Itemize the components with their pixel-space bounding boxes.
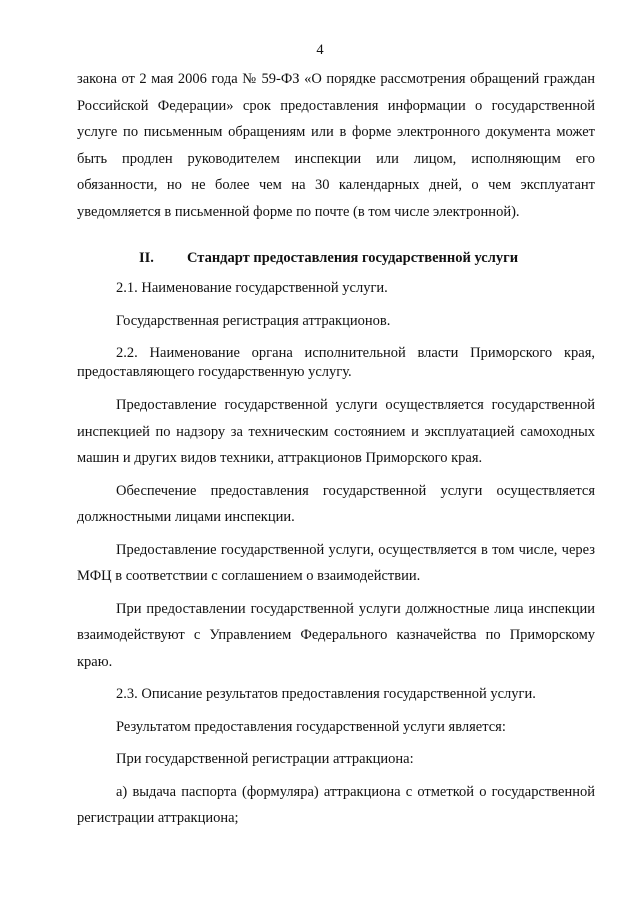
section-heading (77, 247, 595, 269)
paragraph-officials: Обеспечение предоставления государственной услуги осуществляется должностными лицами инспекции. (77, 482, 595, 525)
paragraph-2-1: 2.1. Наименование государственной услуги. (116, 280, 388, 296)
page-number: 4 (316, 42, 324, 58)
document-body (77, 66, 595, 832)
paragraph-2-2: 2.2. Наименование органа исполнительной власти Приморского края, предоставляющего государственную услугу. (77, 345, 595, 380)
paragraph-service-name: Государственная регистрация аттракционов. (116, 312, 391, 329)
paragraph-item-a: а) выдача паспорта (формуляра) аттракциона с отметкой о государственной регистрации аттракциона; (77, 783, 595, 826)
paragraph-provider: Предоставление государственной услуги осуществляется государственной инспекцией по надзору за техническим состоянием и эксплуатацией самоходных машин и других видов техники, аттракционов Приморского края. (77, 397, 595, 466)
section-number: II. (139, 250, 154, 266)
paragraph-2-3: 2.3. Описание результатов предоставления государственной услуги. (116, 686, 536, 702)
intro-paragraph: закона от 2 мая 2006 года № 59-ФЗ «О порядке рассмотрения обращений граждан Российской Федерации» срок предоставления информации о государственной услуге по письменным обращениям или в форме электронного документа может быть продлен руководителем инспекции или лицом, исполняющим его обязанности, но не более чем на 30 календарных дней, о чем эксплуатант уведомляется в письменной форме по почте (в том числе электронной). (77, 71, 595, 220)
paragraph-registration: При государственной регистрации аттракциона: (116, 751, 414, 767)
paragraph-mfc: Предоставление государственной услуги, осуществляется в том числе, через МФЦ в соответствии с соглашением о взаимодействии. (77, 541, 595, 584)
paragraph-treasury: При предоставлении государственной услуги должностные лица инспекции взаимодействуют с Управлением Федерального казначейства по Приморскому краю. (77, 600, 595, 670)
section-title: Стандарт предоставления государственной услуги (187, 250, 519, 266)
paragraph-result: Результатом предоставления государственной услуги является: (116, 718, 506, 735)
